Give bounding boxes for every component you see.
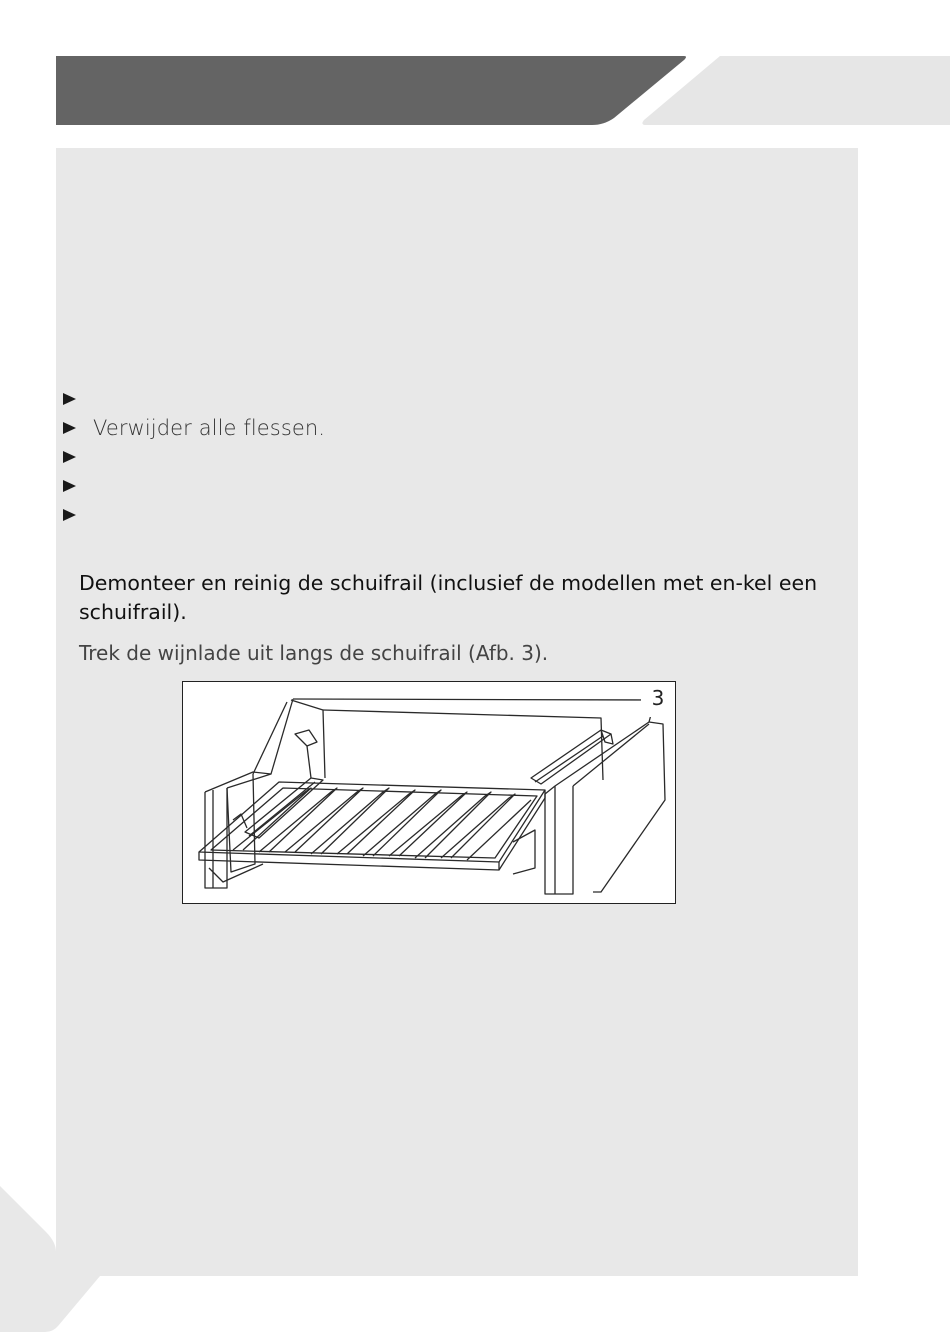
header-bar <box>56 56 686 125</box>
list-item <box>63 413 325 442</box>
instruction-text: Trek de wijnlade uit langs de schuifrail (Afb. 3). <box>79 641 549 665</box>
figure-wine-drawer <box>182 681 676 904</box>
arrow-bullet-icon <box>63 451 76 463</box>
wine-drawer-illustration <box>183 682 675 903</box>
arrow-bullet-icon <box>63 509 76 521</box>
list-item <box>63 384 325 413</box>
list-item <box>63 471 325 500</box>
arrow-bullet-icon <box>63 393 76 405</box>
header-tab <box>640 56 950 125</box>
arrow-bullet-icon <box>63 422 76 434</box>
page-corner-tab <box>0 1186 100 1332</box>
list-item-text: Verwijder alle flessen. <box>93 415 326 440</box>
list-item <box>63 500 325 529</box>
bullet-list <box>63 384 325 529</box>
list-item <box>63 442 325 471</box>
section-heading: Demonteer en reinig de schuifrail (inclusief de modellen met en-kel een schuifrail). <box>79 571 818 624</box>
arrow-bullet-icon <box>63 480 76 492</box>
figure-number: 3 <box>641 682 675 717</box>
